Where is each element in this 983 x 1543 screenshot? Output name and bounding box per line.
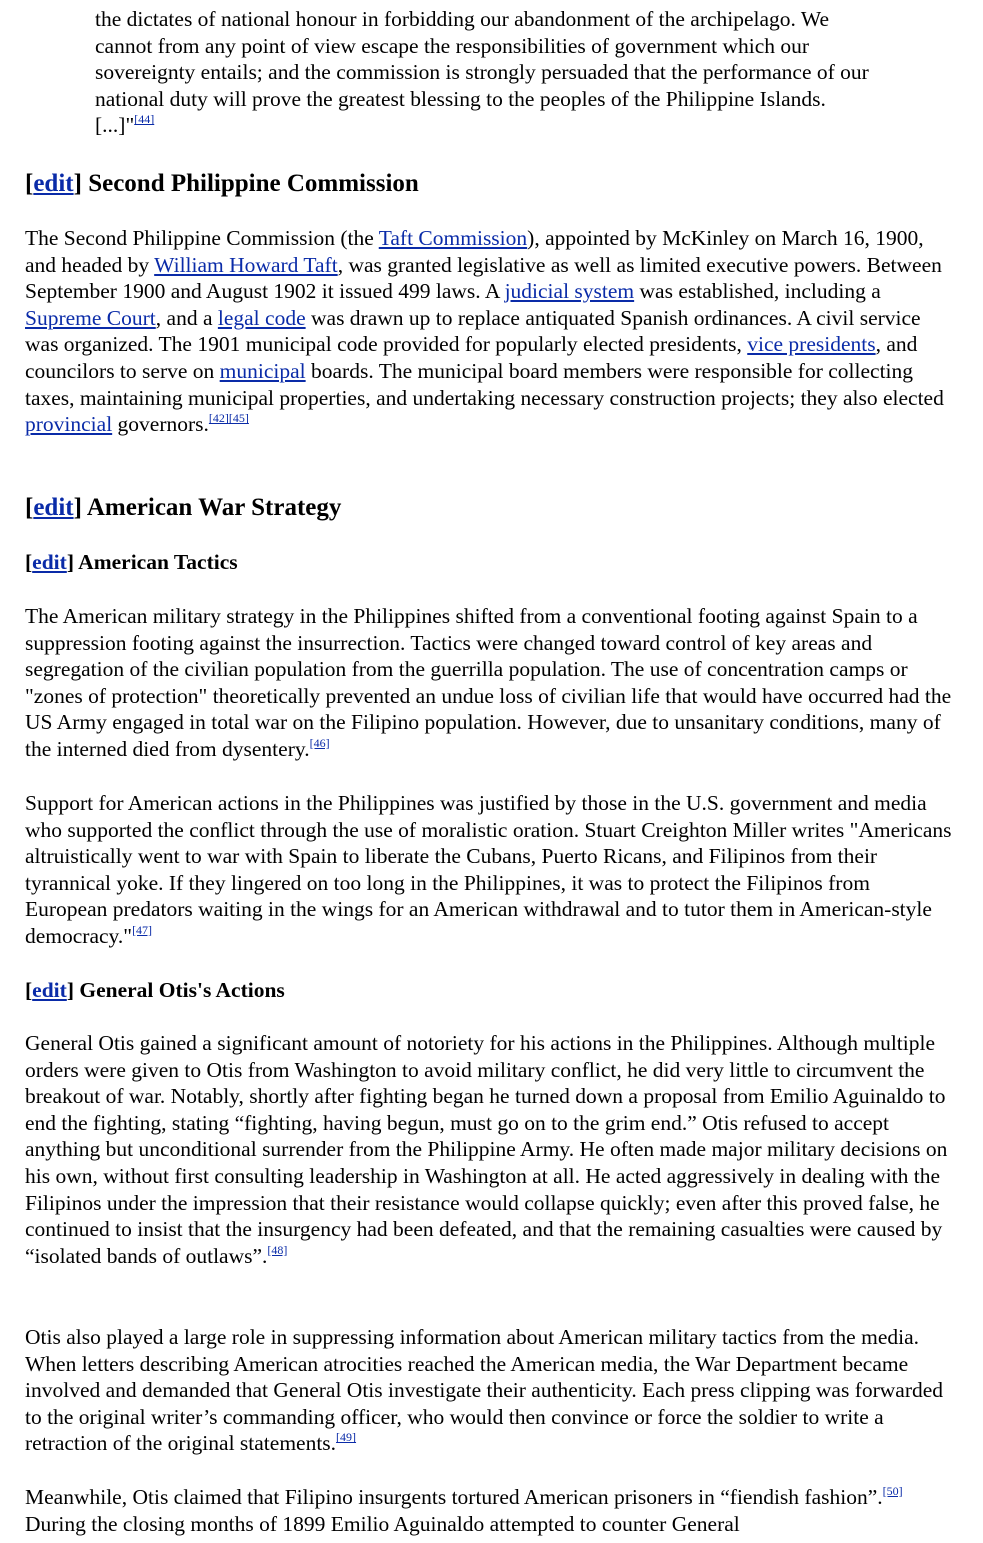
footnote-link[interactable]: [48] xyxy=(267,1242,288,1257)
subsection-heading: [edit] General Otis's Actions xyxy=(25,978,285,1002)
quote-line: national duty will prove the greatest blessing to the peoples of the Philippine Islands. xyxy=(95,86,826,111)
heading-text: American Tactics xyxy=(78,550,238,574)
text: was established, including a xyxy=(634,279,881,304)
footnote-link[interactable]: [47] xyxy=(132,922,153,937)
quote-ending: [...]" xyxy=(95,113,135,138)
subsection-heading: [edit] American Tactics xyxy=(25,550,238,574)
text: Meanwhile, Otis claimed that Filipino insurgents tortured American prisoners in “fiendish fashion”. xyxy=(25,1485,883,1509)
link-municipal[interactable]: municipal xyxy=(219,358,306,383)
section-heading: [edit] American War Strategy xyxy=(25,494,342,521)
edit-link[interactable]: edit xyxy=(33,494,74,521)
footnote-link[interactable]: [50] xyxy=(882,1484,903,1498)
edit-link[interactable]: edit xyxy=(32,550,67,574)
paragraph xyxy=(25,1030,955,1269)
heading-text: American War Strategy xyxy=(86,494,342,521)
paragraph xyxy=(25,1324,955,1457)
text: , and a xyxy=(155,305,218,330)
link-william-howard-taft[interactable]: William Howard Taft xyxy=(154,252,338,277)
text: During the closing months of 1899 Emilio Aguinaldo attempted to counter General xyxy=(25,1511,740,1536)
blockquote xyxy=(95,6,955,139)
paragraph xyxy=(25,225,955,438)
footnote-link[interactable]: [46] xyxy=(309,735,330,750)
text: boards. The municipal board members were responsible for collecting taxes, maintaining municipal properties, and undertaking necessary construction projects; they also elected xyxy=(25,358,944,410)
link-provincial[interactable]: provincial xyxy=(25,412,113,437)
paragraph xyxy=(25,790,955,950)
text: governors. xyxy=(112,412,209,437)
paragraph xyxy=(25,1484,955,1537)
link-judicial-system[interactable]: judicial system xyxy=(504,279,635,304)
footnote-link[interactable]: [42] xyxy=(208,411,229,426)
link-taft-commission[interactable]: Taft Commission xyxy=(378,226,528,250)
quote-line: cannot from any point of view escape the responsibilities of government which our xyxy=(95,33,810,58)
heading-text: Second Philippine Commission xyxy=(88,170,419,197)
quote-line: sovereignty entails; and the commission is strongly persuaded that the performance of our xyxy=(95,60,869,85)
link-legal-code[interactable]: legal code xyxy=(217,305,306,330)
quote-line: the dictates of national honour in forbidding our abandonment of the archipelago. We xyxy=(95,7,830,31)
text: , was granted legislative as well as limited executive powers. Between September 1900 and August 1902 it issued 499 laws. A xyxy=(25,252,942,304)
text: Support for American actions in the Philippines was justified by those in the U.S. government and media who supported the conflict through the use of moralistic oration. Stuart Creighton Miller writes "Americans altruistically went to war with Spain to liberate the Cubans, Puerto Ricans, and Filipinos from their tyrannical yoke. If they lingered on too long in the Philippines, it was to protect the Filipinos from European predators waiting in the wings for an American withdrawal and to tutor them in American-style democracy." xyxy=(25,791,952,948)
text: The American military strategy in the Philippines shifted from a conventional footing against Spain to a suppression footing against the insurrection. Tactics were changed toward control of key areas and segregation of the civilian population from the guerrilla population. The use of concentration camps or "zones of protection" theoretically prevented an undue loss of civilian life that would have occurred had the US Army engaged in total war on the Filipino population. However, due to unsanitary conditions, many of the interned died from dysentery. xyxy=(25,604,952,761)
text: The Second Philippine Commission (the xyxy=(25,226,379,250)
link-supreme-court[interactable]: Supreme Court xyxy=(25,305,156,330)
link-vice-presidents[interactable]: vice presidents xyxy=(747,332,876,357)
quote-line xyxy=(95,112,955,139)
footnote-link[interactable]: [49] xyxy=(336,1430,357,1445)
paragraph xyxy=(25,603,955,763)
text: Otis also played a large role in suppressing information about American military tactics from the media. When letters describing American atrocities reached the American media, the War Department became involved and demanded that General Otis investigate their authenticity. Each press clipping was forwarded to the original writer’s commanding officer, who would then convince or force the soldier to write a retraction of the original statements. xyxy=(25,1325,944,1456)
text: General Otis gained a significant amount of notoriety for his actions in the Philippines. Although multiple orders were given to Otis from Washington to avoid military conflict, he did very little to circumvent the breakout of war. Notably, shortly after fighting began he turned down a proposal from Emilio Aguinaldo to end the fighting, stating “fighting, having begun, must go on to the grim end.” Otis refused to accept anything but unconditional surrender from the Philippine Army. He often made major military decisions on his own, without first consulting leadership in Washington at all. He acted aggressively in dealing with the Filipinos under the impression that their resistance would collapse quickly; even after this proved false, he continued to insist that the insurgency had been defeated, and that the remaining casualties were caused by “isolated bands of outlaws”. xyxy=(25,1031,948,1268)
footnote-link[interactable]: [44] xyxy=(134,112,155,127)
edit-link[interactable]: edit xyxy=(33,170,74,197)
text: , and councilors to serve on xyxy=(25,332,918,383)
heading-text: General Otis's Actions xyxy=(79,978,285,1002)
section-heading: [edit] Second Philippine Commission xyxy=(25,170,419,197)
edit-link[interactable]: edit xyxy=(32,978,67,1002)
text: was drawn up to replace antiquated Spanish ordinances. A civil service was organized. The 1901 municipal code provided for popularly elected presidents, xyxy=(25,305,921,357)
text: ), appointed by McKinley on March 16, 1900, and headed by xyxy=(25,226,924,277)
footnote-link[interactable]: [45] xyxy=(228,411,249,426)
